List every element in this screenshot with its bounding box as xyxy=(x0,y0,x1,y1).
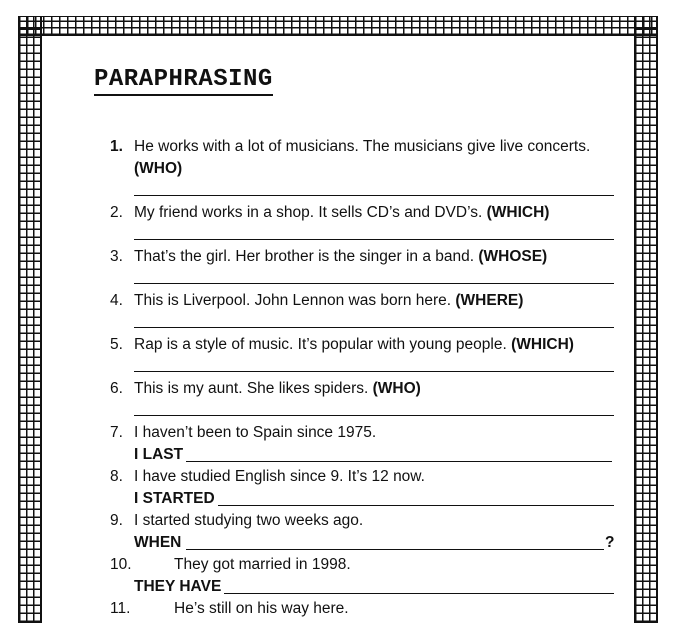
item-number: 4. xyxy=(110,292,123,309)
item-text: That’s the girl. Her brother is the singer in a band. xyxy=(134,248,479,265)
prompt-i-last: I LAST xyxy=(134,446,184,463)
item-keyword: (WHICH) xyxy=(486,204,550,221)
item-keyword: (WHICH) xyxy=(511,336,574,353)
item-keyword: (WHOSE) xyxy=(478,248,548,265)
item-number: 1. xyxy=(110,138,123,155)
item-text: I haven’t been to Spain since 1975. xyxy=(134,424,377,441)
answer-line-1[interactable] xyxy=(134,195,614,196)
prompt-when: WHEN xyxy=(134,534,182,551)
item-number: 7. xyxy=(110,424,123,441)
answer-line-7[interactable] xyxy=(186,461,612,462)
exercise-keyword-1 xyxy=(134,159,182,179)
item-text: I started studying two weeks ago. xyxy=(134,512,364,529)
answer-line-6[interactable] xyxy=(134,415,614,416)
item-text: This is Liverpool. John Lennon was born here. xyxy=(134,292,456,309)
prompt-i-started: I STARTED xyxy=(134,490,215,507)
item-text: This is my aunt. She likes spiders. xyxy=(134,380,373,397)
exercise-item-4 xyxy=(110,291,523,311)
item-number: 3. xyxy=(110,248,123,265)
answer-line-5[interactable] xyxy=(134,371,614,372)
answer-line-8[interactable] xyxy=(218,505,614,506)
answer-line-9[interactable] xyxy=(186,549,604,550)
item-number: 2. xyxy=(110,204,123,221)
item-keyword: (WHERE) xyxy=(455,292,524,309)
exercise-item-3 xyxy=(110,247,547,267)
item-keyword: (WHO) xyxy=(134,160,183,177)
decorative-border-right xyxy=(634,16,658,623)
decorative-border-top xyxy=(18,16,658,36)
prompt-they-have: THEY HAVE xyxy=(134,578,222,595)
answer-line-10[interactable] xyxy=(224,593,614,594)
item-text: Rap is a style of music. It’s popular with young people. xyxy=(134,336,512,353)
exercise-item-6 xyxy=(110,379,421,399)
item-number: 9. xyxy=(110,512,123,529)
item-text: He works with a lot of musicians. The musicians give live concerts. xyxy=(134,138,591,155)
page-title: PARAPHRASING xyxy=(94,67,273,96)
answer-line-4[interactable] xyxy=(134,327,614,328)
item-number: 6. xyxy=(110,380,123,397)
answer-line-2[interactable] xyxy=(134,239,614,240)
exercise-item-2 xyxy=(110,203,549,223)
exercise-item-8 xyxy=(110,467,425,487)
item-number: 5. xyxy=(110,336,123,353)
exercise-item-9 xyxy=(110,511,363,531)
exercise-item-5 xyxy=(110,335,574,355)
item-number: 8. xyxy=(110,468,123,485)
exercise-item-7 xyxy=(110,423,376,443)
question-mark: ? xyxy=(605,534,615,551)
item-number: 10. xyxy=(110,556,132,573)
answer-line-3[interactable] xyxy=(134,283,614,284)
item-text: He’s still on his way here. xyxy=(174,600,349,617)
exercise-item-10 xyxy=(110,555,351,575)
exercise-item-11 xyxy=(110,599,349,619)
item-text: I have studied English since 9. It’s 12 now. xyxy=(134,468,425,485)
item-text: They got married in 1998. xyxy=(174,556,351,573)
item-text: My friend works in a shop. It sells CD’s and DVD’s. xyxy=(134,204,487,221)
exercise-item-1 xyxy=(110,137,590,157)
decorative-border-left xyxy=(18,16,42,623)
item-number: 11. xyxy=(110,600,131,617)
item-keyword: (WHO) xyxy=(372,380,421,397)
